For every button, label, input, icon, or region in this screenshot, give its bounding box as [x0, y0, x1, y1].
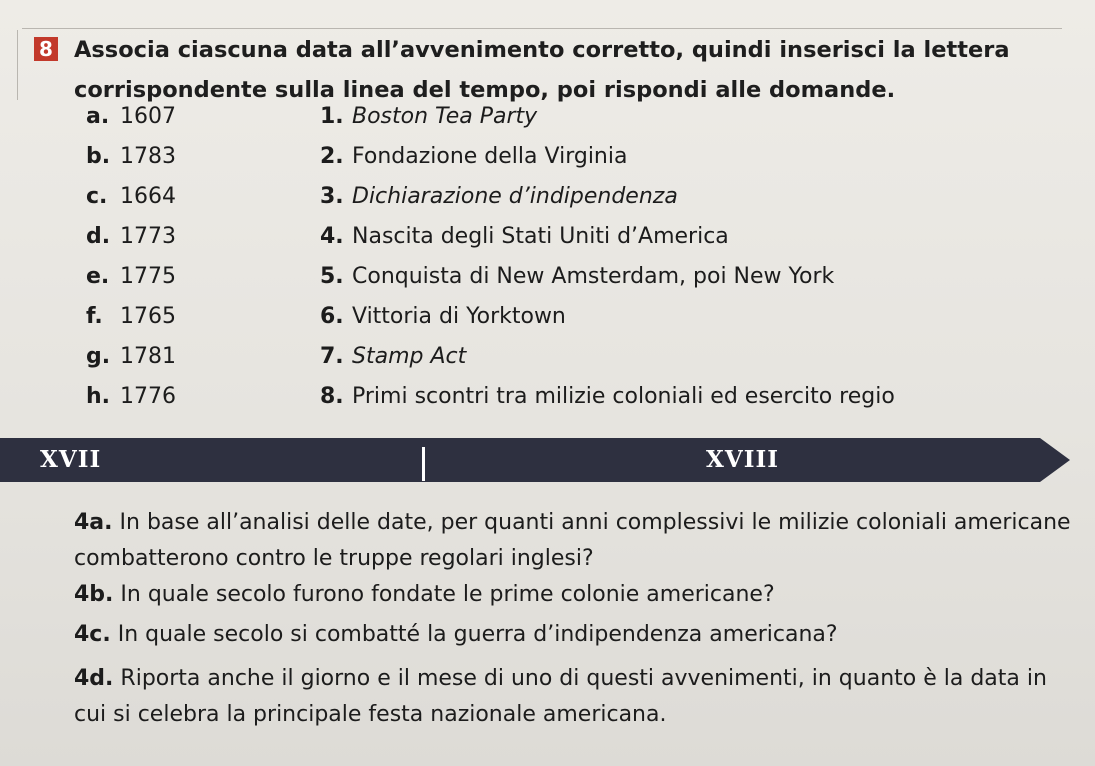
event-text: Stamp Act [352, 344, 467, 369]
date-year: 1664 [120, 184, 176, 209]
date-year: 1765 [120, 304, 176, 329]
date-year: 1781 [120, 344, 176, 369]
timeline-century-divider [422, 447, 425, 481]
question-text: In base all’analisi delle date, per quanti anni complessivi le milizie coloniali americane combatterono contro le truppe regolari inglesi? [74, 510, 1071, 571]
question-4c [74, 617, 1084, 653]
event-text: Primi scontri tra milizie coloniali ed esercito regio [352, 384, 895, 409]
match-row [0, 137, 1095, 177]
match-row [0, 337, 1095, 377]
timeline-century-right: XVIII [706, 446, 779, 473]
top-divider [22, 28, 1062, 29]
match-row [0, 217, 1095, 257]
event-number: 6. [320, 304, 344, 329]
event-text: Vittoria di Yorktown [352, 304, 566, 329]
event-text: Nascita degli Stati Uniti d’America [352, 224, 729, 249]
date-letter: a. [86, 104, 110, 129]
timeline-arrow-shape [0, 438, 1070, 482]
question-4a [74, 505, 1084, 577]
question-4b [74, 577, 1084, 613]
event-number: 2. [320, 144, 344, 169]
timeline-bar [0, 438, 1070, 482]
event-number: 1. [320, 104, 344, 129]
match-row [0, 97, 1095, 137]
event-text: Boston Tea Party [352, 104, 538, 129]
question-4d [74, 661, 1084, 733]
date-letter: d. [86, 224, 111, 249]
question-number: 4c. [74, 622, 111, 647]
question-number: 4b. [74, 582, 114, 607]
exercise-instruction: Associa ciascuna data all’avvenimento corretto, quindi inserisci la lettera corrispondente sulla linea del tempo, poi rispondi alle domande. [74, 37, 1010, 103]
match-row [0, 377, 1095, 417]
date-letter: c. [86, 184, 108, 209]
event-text: Fondazione della Virginia [352, 144, 628, 169]
date-year: 1607 [120, 104, 176, 129]
event-number: 3. [320, 184, 344, 209]
date-year: 1783 [120, 144, 176, 169]
date-letter: b. [86, 144, 111, 169]
match-row [0, 297, 1095, 337]
date-letter: g. [86, 344, 111, 369]
question-text: In quale secolo si combatté la guerra d’indipendenza americana? [117, 622, 838, 647]
exercise-number-badge: 8 [34, 37, 58, 61]
event-number: 4. [320, 224, 344, 249]
event-text: Dichiarazione d’indipendenza [352, 184, 678, 209]
date-year: 1775 [120, 264, 176, 289]
event-text: Conquista di New Amsterdam, poi New York [352, 264, 835, 289]
date-year: 1773 [120, 224, 176, 249]
date-letter: e. [86, 264, 110, 289]
event-number: 8. [320, 384, 344, 409]
match-row [0, 177, 1095, 217]
match-row [0, 257, 1095, 297]
event-number: 5. [320, 264, 344, 289]
question-number: 4a. [74, 510, 113, 535]
date-letter: f. [86, 304, 103, 329]
left-divider [17, 30, 18, 100]
date-year: 1776 [120, 384, 176, 409]
question-number: 4d. [74, 666, 114, 691]
date-letter: h. [86, 384, 111, 409]
timeline-century-left: XVII [40, 446, 102, 473]
event-number: 7. [320, 344, 344, 369]
question-text: Riporta anche il giorno e il mese di uno di questi avvenimenti, in quanto è la data in cui si celebra la principale festa nazionale americana. [74, 666, 1047, 727]
question-text: In quale secolo furono fondate le prime colonie americane? [120, 582, 775, 607]
